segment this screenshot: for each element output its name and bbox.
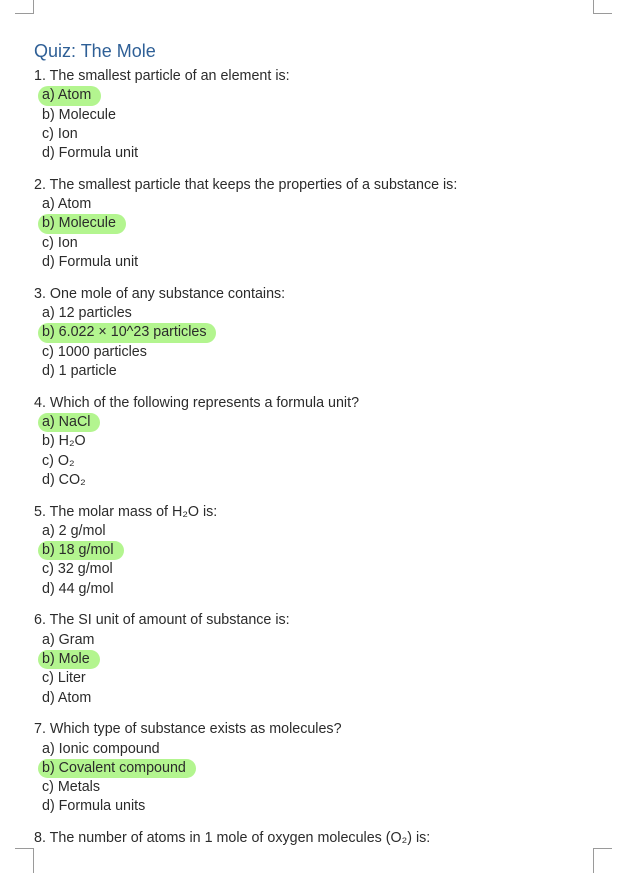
question-1 — [34, 67, 594, 163]
question-2 — [34, 176, 594, 272]
question-4 — [34, 394, 594, 490]
question-text: 8. The number of atoms in 1 mole of oxygen molecules (O₂) is: — [34, 830, 431, 847]
answer-option-correct — [34, 413, 594, 432]
question-list — [34, 67, 594, 848]
option-label: b) H₂O — [42, 433, 86, 450]
option-label: d) 44 g/mol — [42, 580, 114, 597]
question-text: 3. One mole of any substance contains: — [34, 285, 286, 302]
answer-option — [34, 797, 594, 816]
option-label: a) 12 particles — [42, 305, 132, 322]
option-label: d) Atom — [42, 689, 92, 706]
document-page — [34, 39, 594, 861]
answer-option — [34, 471, 594, 490]
question-text: 1. The smallest particle of an element is: — [34, 68, 290, 84]
option-label: b) Covalent compound — [38, 759, 196, 778]
question-7 — [34, 720, 594, 816]
answer-option — [34, 343, 594, 362]
answer-option-correct — [34, 214, 594, 233]
answer-option — [34, 669, 594, 688]
option-label: c) Metals — [42, 779, 100, 796]
option-label: c) 32 g/mol — [42, 561, 113, 578]
page-title: Quiz: The Mole — [34, 41, 156, 61]
page-corner-mark — [593, 848, 612, 873]
answer-option-correct — [34, 650, 594, 669]
option-label: d) Formula units — [42, 798, 146, 815]
option-label: b) 18 g/mol — [38, 541, 124, 560]
question-5 — [34, 503, 594, 599]
answer-option — [34, 740, 594, 759]
answer-option — [34, 452, 594, 471]
option-label: b) Mole — [38, 650, 100, 669]
option-label: a) Atom — [42, 196, 92, 213]
page-corner-mark — [15, 848, 34, 873]
answer-option-correct — [34, 541, 594, 560]
question-text: 4. Which of the following represents a formula unit? — [34, 394, 360, 411]
page-corner-mark — [15, 0, 34, 14]
answer-option-correct — [34, 759, 594, 778]
question-text: 7. Which type of substance exists as molecules? — [34, 721, 342, 738]
answer-option — [34, 362, 594, 381]
answer-option — [34, 560, 594, 579]
option-label: a) NaCl — [38, 413, 100, 432]
option-label: c) Ion — [42, 125, 78, 142]
answer-option — [34, 106, 594, 125]
answer-option — [34, 125, 594, 144]
option-label: b) Molecule — [38, 214, 126, 233]
option-label: a) Atom — [38, 86, 101, 105]
option-label: c) 1000 particles — [42, 343, 147, 360]
option-label: a) Ionic compound — [42, 740, 160, 757]
answer-option — [34, 253, 594, 272]
option-label: d) 1 particle — [42, 362, 117, 379]
option-label: d) Formula unit — [42, 145, 139, 162]
question-text: 5. The molar mass of H₂O is: — [34, 503, 218, 520]
option-label: b) Molecule — [42, 106, 116, 123]
answer-option — [34, 432, 594, 451]
answer-option — [34, 304, 594, 323]
option-label: a) Gram — [42, 631, 95, 648]
question-text: 2. The smallest particle that keeps the properties of a substance is: — [34, 176, 458, 193]
question-text: 6. The SI unit of amount of substance is: — [34, 612, 290, 629]
option-label: c) Liter — [42, 670, 86, 687]
question-6 — [34, 611, 594, 707]
option-label: a) 2 g/mol — [42, 522, 106, 539]
page-corner-mark — [593, 0, 612, 14]
option-label: c) Ion — [42, 234, 78, 251]
option-label: b) 6.022 × 10^23 particles — [38, 323, 216, 342]
answer-option — [34, 689, 594, 708]
question-8 — [34, 829, 594, 848]
question-3 — [34, 285, 594, 381]
answer-option — [34, 631, 594, 650]
option-label: d) Formula unit — [42, 254, 139, 271]
answer-option-correct — [34, 86, 594, 105]
answer-option — [34, 522, 594, 541]
answer-option — [34, 234, 594, 253]
answer-option — [34, 144, 594, 163]
answer-option — [34, 778, 594, 797]
answer-option — [34, 580, 594, 599]
answer-option-correct — [34, 323, 594, 342]
answer-option — [34, 195, 594, 214]
option-label: d) CO₂ — [42, 471, 86, 488]
option-label: c) O₂ — [42, 452, 75, 469]
